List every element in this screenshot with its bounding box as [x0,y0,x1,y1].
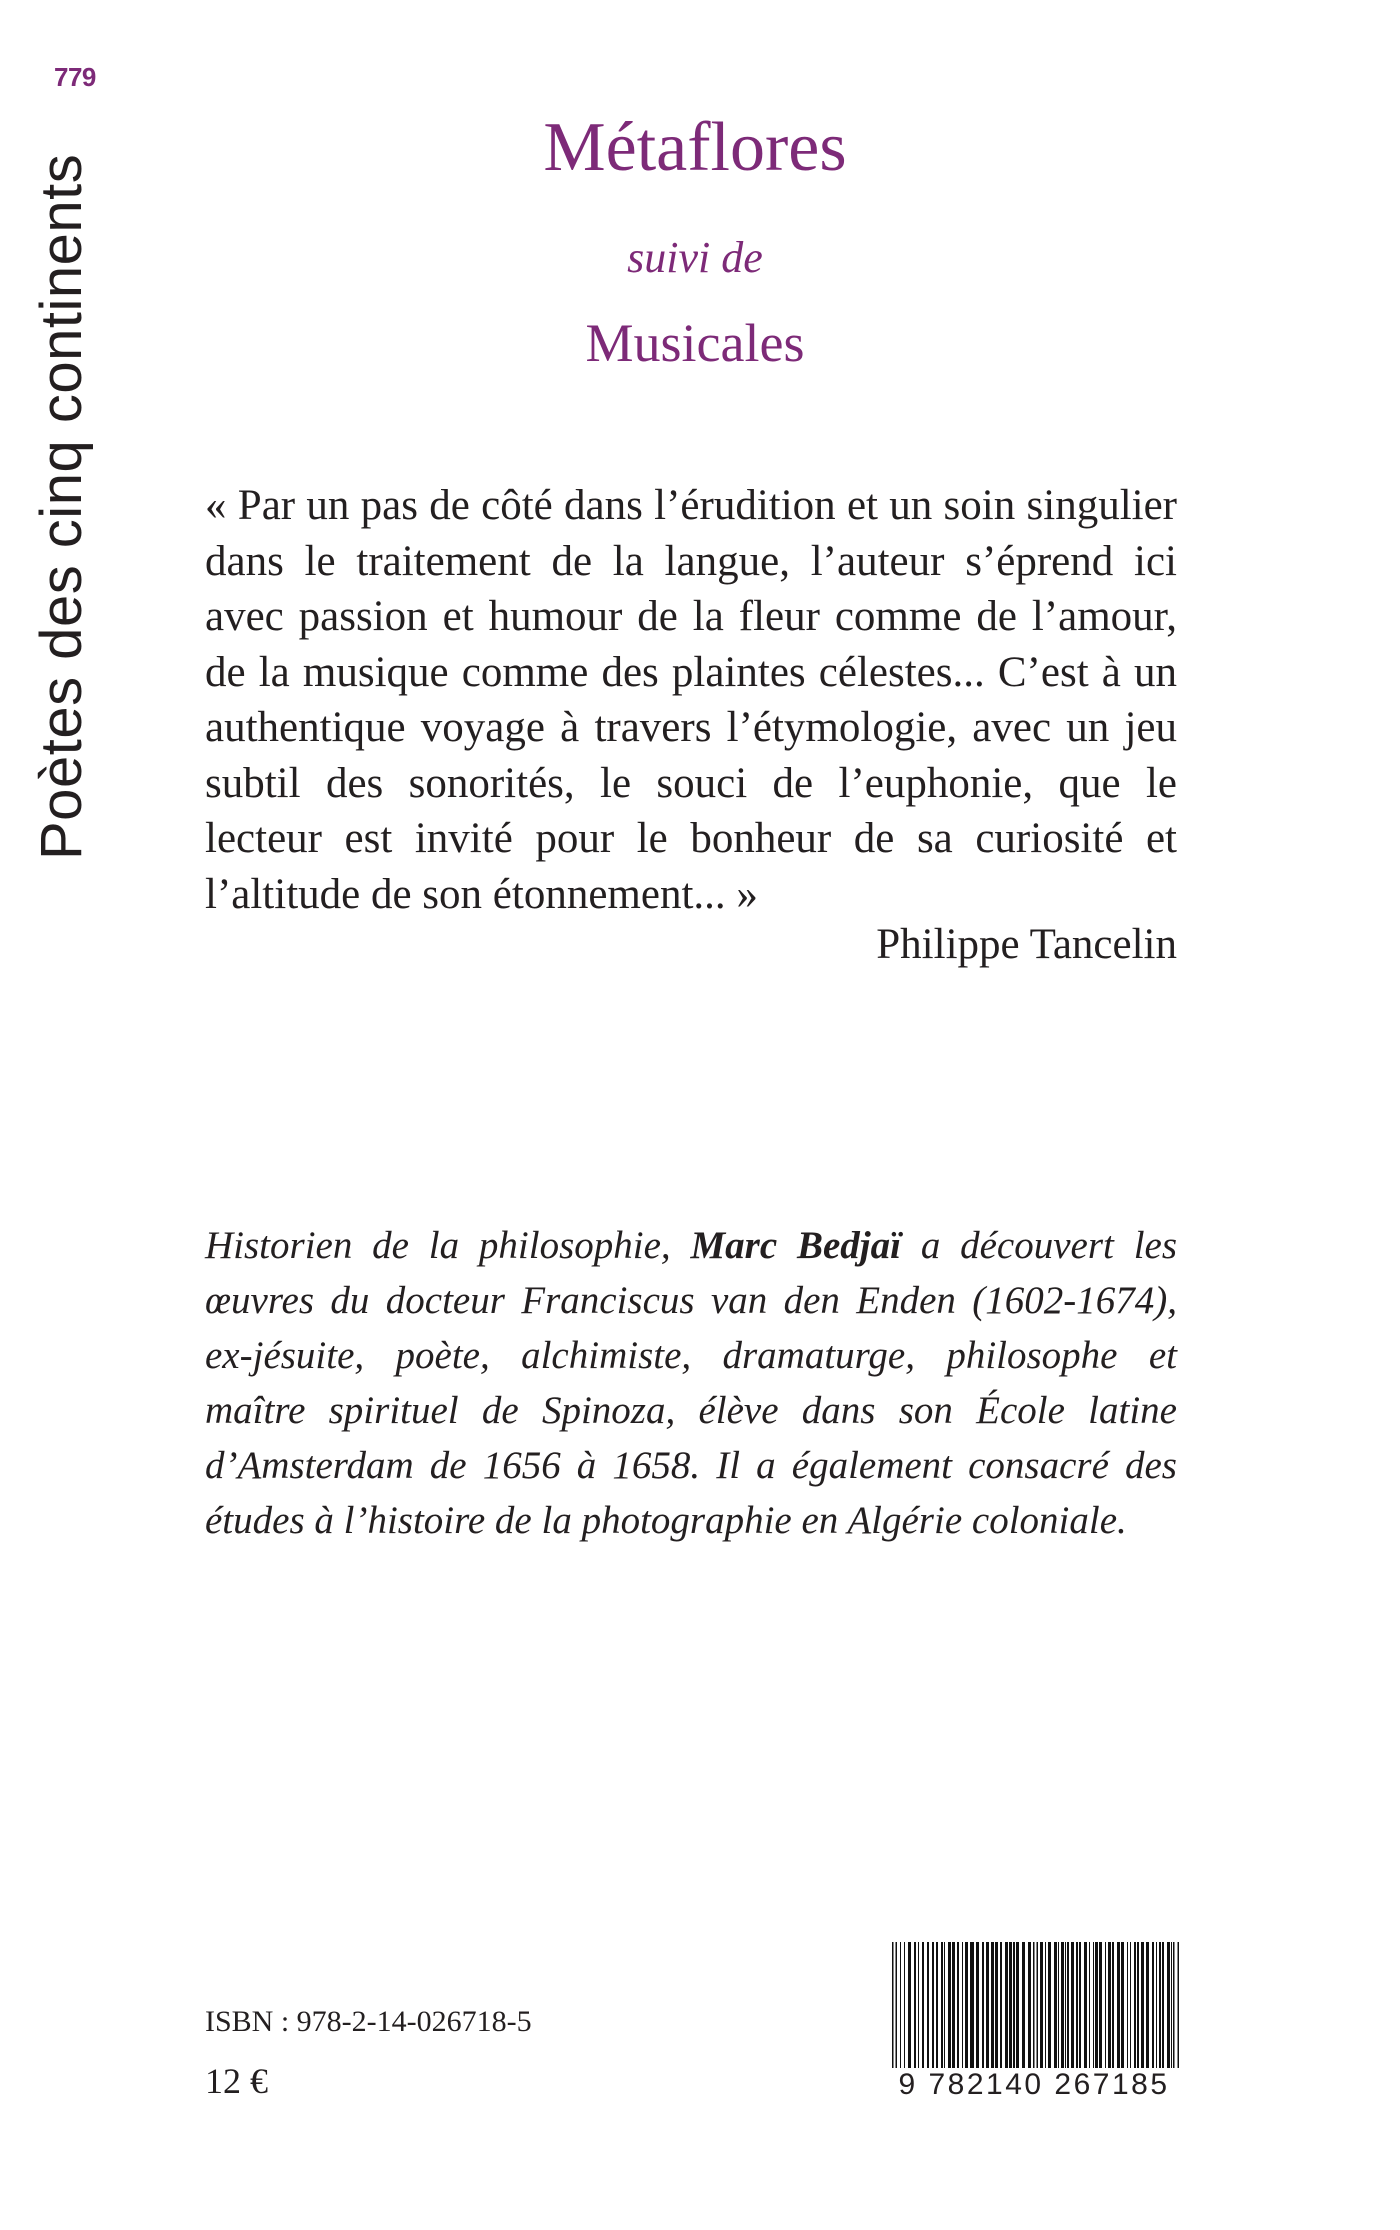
barcode-bar [952,1942,955,2070]
barcode-bar [1028,1942,1031,2070]
title-connector: suivi de [627,233,763,282]
barcode-bar [1134,1942,1136,2070]
barcode-bar [1054,1942,1057,2070]
barcode-bar [1016,1942,1019,2070]
bio-author-name: Marc Bedjaï [690,1224,901,1267]
barcode-bar [1076,1942,1078,2070]
barcode-bar [908,1942,911,2070]
barcode-bar [1095,1942,1098,2070]
bio-text: a découvert les œuvres du docteur Franciscus van den Enden (1602-1674), ex-jésuite, poète, alchimiste, dramaturge, philosophe et maître spirituel de Spinoza, élève dans son École latine d’Amsterdam de 1656 à 1658. Il a également consacré des études à l’histoire de la photographie en Algérie coloniale. [205,1224,1178,1542]
barcode-bar [1005,1942,1008,2070]
barcode-bar [1013,1942,1015,2070]
book-title: Métaflores [543,109,847,186]
blurb-quote: « Par un pas de côté dans l’érudition et un soin singulier dans le traitement de la langue, l’auteur s’éprend ici avec passion et humour de la fleur comme de l’amour, de la musique comme des plaintes célestes... C’est à un authentique voyage à travers l’étymologie, avec un jeu subtil des sonorités, le souci de l’euphonie, que le lecteur est invité pour le bonheur de sa curiosité et l’altitude de son étonnement... » [205,482,1177,918]
barcode-bar [918,1942,919,2070]
barcode-bar [1048,1942,1051,2070]
barcode-bar [1071,1942,1074,2070]
barcode-bar [1061,1942,1064,2070]
barcode-bar [1058,1942,1059,2070]
barcode-bar [1045,1942,1046,2070]
barcode-bar [1022,1942,1025,2070]
barcode-bar [1117,1942,1120,2070]
barcode-bar [900,1942,901,2070]
barcode-bar [957,1942,959,2070]
barcode-bar [1089,1942,1090,2070]
barcode-bar [991,1942,994,2070]
barcode-bar [1162,1942,1164,2070]
barcode-bar [914,1942,916,2070]
barcode-bar [1146,1942,1149,2070]
barcode-bar [965,1942,968,2070]
barcode-bar [936,1942,938,2070]
barcode-bar [948,1942,951,2070]
barcode-bar [904,1942,905,2070]
barcode-bar [1065,1942,1066,2070]
barcode-bar [1093,1942,1094,2070]
barcode-bar [1152,1942,1154,2070]
barcode-bar [1067,1942,1069,2070]
barcode-digits: 9 782140 267185 [884,2068,1184,2102]
barcode-bar [1167,1942,1170,2070]
series-name: Poètes des cinq continents [29,153,94,860]
barcode-bar [1171,1942,1172,2070]
bio-intro: Historien de la philosophie, [205,1224,671,1267]
series-number: 779 [54,62,96,92]
barcode-bar [1105,1942,1106,2070]
barcode-bar [1130,1942,1131,2070]
barcode-bar [1127,1942,1128,2070]
barcode-bar [1099,1942,1102,2070]
barcode-bar [986,1942,989,2070]
barcode-bar [970,1942,974,2070]
barcode-bar [1079,1942,1081,2070]
barcode-bar [976,1942,979,2070]
barcode-bar [1137,1942,1139,2070]
barcode-bar [1084,1942,1087,2070]
barcode-bar [982,1942,984,2070]
barcode-bar [995,1942,998,2070]
barcode-bar [927,1942,929,2070]
barcode-bar [1121,1942,1124,2070]
barcode-bar [922,1942,924,2070]
barcode-bar [1000,1942,1002,2070]
barcode-bar [1159,1942,1161,2070]
barcode-bar [1112,1942,1114,2070]
isbn: ISBN : 978-2-14-026718-5 [205,2005,532,2038]
author-bio [205,1218,1177,1548]
barcode-bar [1156,1942,1157,2070]
barcode-bar [1108,1942,1111,2070]
barcode-bar [941,1942,943,2070]
barcode-bar [962,1942,963,2070]
book-second-title: Musicales [585,313,805,373]
price: 12 € [205,2061,268,2101]
quote-author: Philippe Tancelin [876,921,1177,968]
barcode-bar [1009,1942,1012,2070]
barcode-bar [944,1942,945,2070]
barcode-bar [932,1942,934,2070]
barcode-bar [1141,1942,1144,2070]
barcode-bar [1040,1942,1043,2070]
